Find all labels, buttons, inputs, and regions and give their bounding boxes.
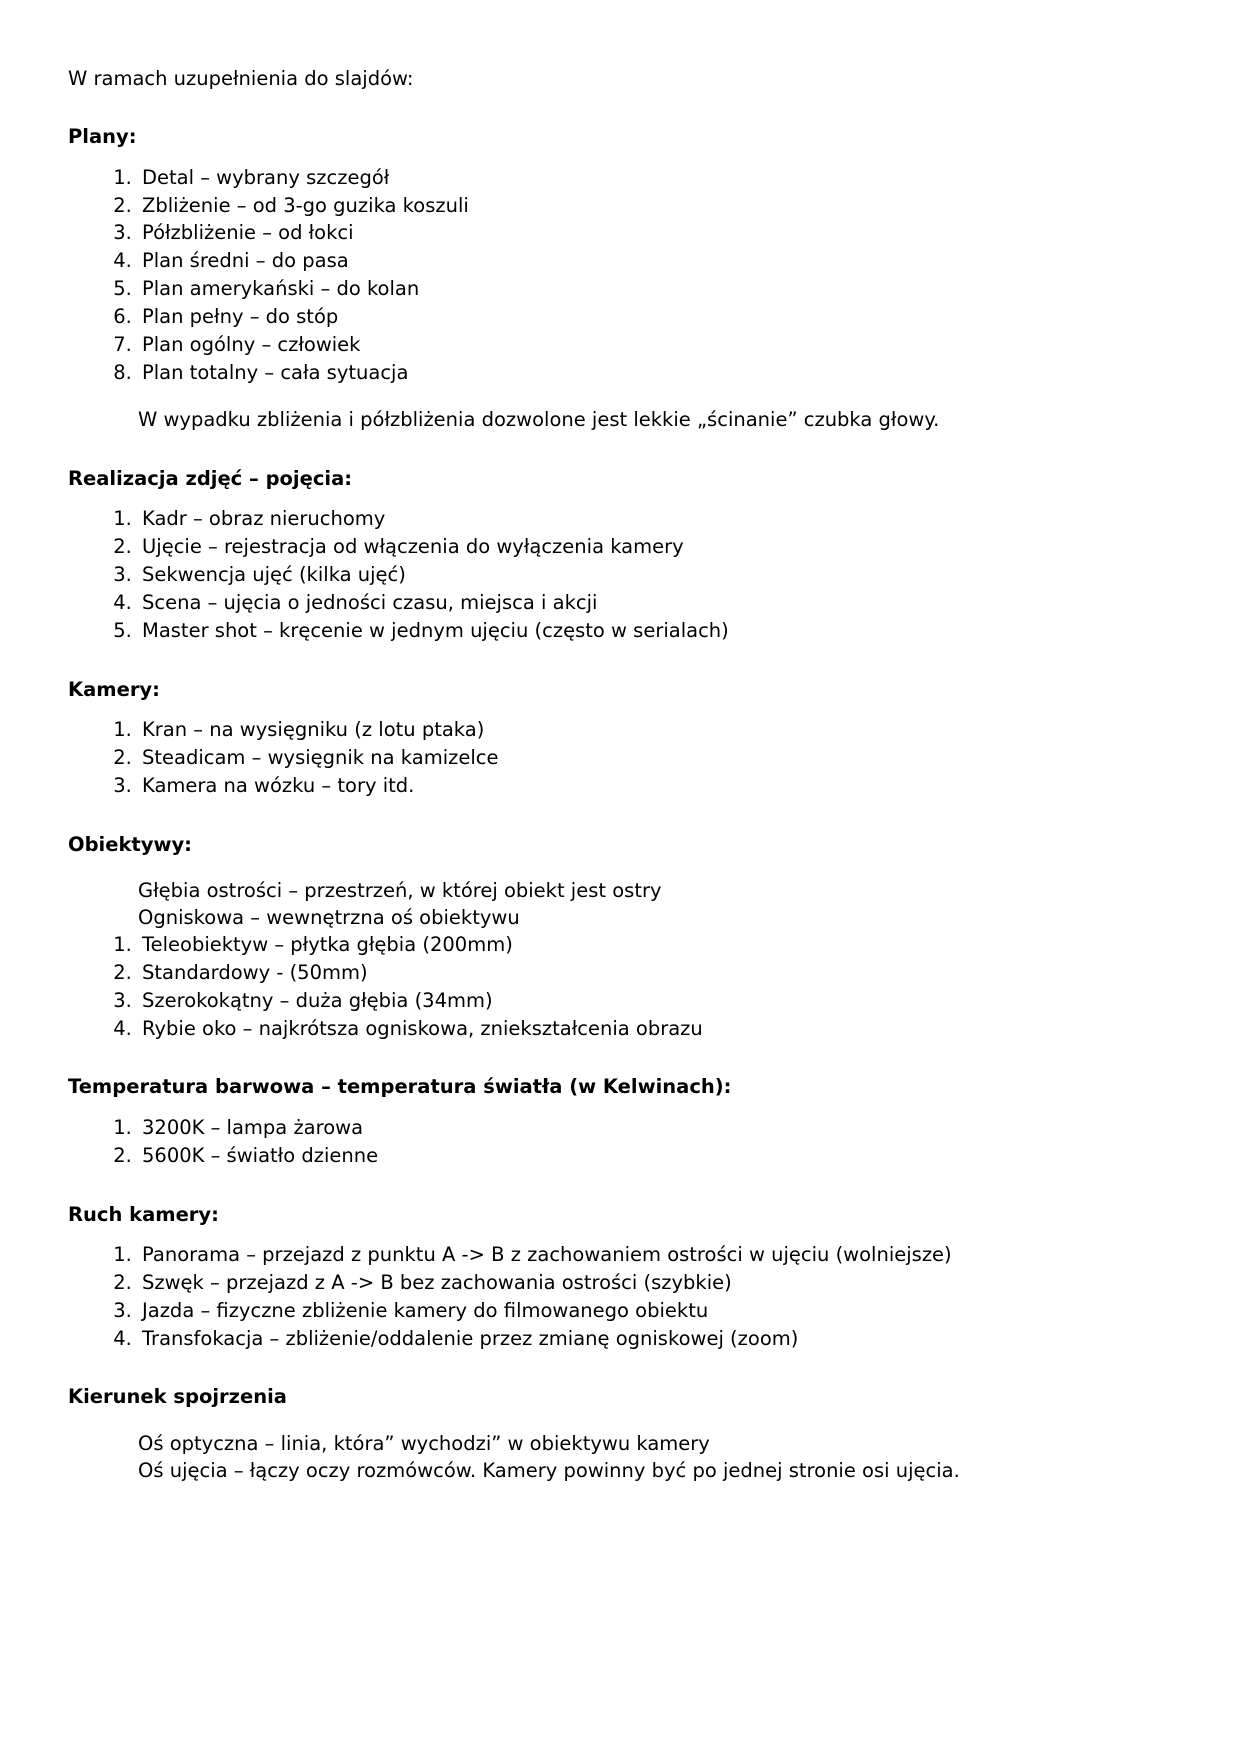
list-item: 1. Kran – na wysięgniku (z lotu ptaka): [138, 717, 1170, 744]
section-post-lines: [68, 1431, 1170, 1485]
list-item: 6. Plan pełny – do stóp: [138, 304, 1170, 331]
list-item: 4. Transfokacja – zbliżenie/oddalenie przez zmianę ogniskowej (zoom): [138, 1326, 1170, 1353]
list-item: 7. Plan ogólny – człowiek: [138, 332, 1170, 359]
section-kamery: [68, 677, 1170, 800]
list-item: 1. Detal – wybrany szczegół: [138, 165, 1170, 192]
list-item: 2. Steadicam – wysięgnik na kamizelce: [138, 745, 1170, 772]
list-ruch-kamery: [68, 1242, 1170, 1353]
section-kierunek-spojrzenia: [68, 1384, 1170, 1484]
list-plany: [68, 165, 1170, 387]
list-kamery: [68, 717, 1170, 800]
section-heading: Ruch kamery:: [68, 1202, 219, 1226]
section-ruch-kamery: [68, 1202, 1170, 1353]
section-pre-lines: [68, 878, 1170, 932]
pre-line: Głębia ostrości – przestrzeń, w której obiekt jest ostry: [138, 878, 662, 902]
section-heading: Kamery:: [68, 677, 160, 701]
list-item: 3. Szerokokątny – duża głębia (34mm): [138, 988, 1170, 1015]
section-heading: Obiektywy:: [68, 832, 192, 856]
list-item: 3. Półzbliżenie – od łokci: [138, 220, 1170, 247]
list-obiektywy: [68, 932, 1170, 1043]
list-realizacja-zdjec: [68, 506, 1170, 645]
list-item: 2. Szwęk – przejazd z A -> B bez zachowania ostrości (szybkie): [138, 1270, 1170, 1297]
list-item: 5. Plan amerykański – do kolan: [138, 276, 1170, 303]
section-heading: Plany:: [68, 125, 137, 149]
section-plany: [68, 124, 1170, 433]
section-heading: Kierunek spojrzenia: [68, 1385, 287, 1409]
list-item: 1. 3200K – lampa żarowa: [138, 1115, 1170, 1142]
list-item: 8. Plan totalny – cała sytuacja: [138, 360, 1170, 387]
list-item: 5. Master shot – kręcenie w jednym ujęciu (często w serialach): [138, 618, 1170, 645]
list-item: 1. Kadr – obraz nieruchomy: [138, 506, 1170, 533]
section-obiektywy: [68, 832, 1170, 1043]
list-item: 3. Kamera na wózku – tory itd.: [138, 773, 1170, 800]
list-item: 4. Plan średni – do pasa: [138, 248, 1170, 275]
list-item: 3. Sekwencja ujęć (kilka ujęć): [138, 562, 1170, 589]
list-item: 4. Scena – ujęcia o jedności czasu, miejsca i akcji: [138, 590, 1170, 617]
post-line: Oś ujęcia – łączy oczy rozmówców. Kamery powinny być po jednej stronie osi ujęcia.: [138, 1458, 960, 1482]
section-note: W wypadku zbliżenia i półzbliżenia dozwolone jest lekkie „ścinanie” czubka głowy.: [138, 407, 940, 431]
intro-paragraph: W ramach uzupełnienia do slajdów:: [68, 67, 414, 90]
section-temperatura-barwowa: [68, 1074, 1170, 1169]
list-item: 1. Teleobiektyw – płytka głębia (200mm): [138, 932, 1170, 959]
list-item: 2. Ujęcie – rejestracja od włączenia do wyłączenia kamery: [138, 534, 1170, 561]
list-item: 2. Standardowy - (50mm): [138, 960, 1170, 987]
post-line: Oś optyczna – linia, która” wychodzi” w obiektywu kamery: [138, 1431, 710, 1455]
list-item: 1. Panorama – przejazd z punktu A -> B z zachowaniem ostrości w ujęciu (wolniejsze): [138, 1242, 1170, 1269]
section-heading: Realizacja zdjęć – pojęcia:: [68, 466, 353, 490]
list-item: 2. 5600K – światło dzienne: [138, 1143, 1170, 1170]
section-heading: Temperatura barwowa – temperatura światła (w Kelwinach):: [68, 1075, 732, 1099]
section-realizacja-zdjec: [68, 466, 1170, 645]
list-item: 2. Zbliżenie – od 3-go guzika koszuli: [138, 193, 1170, 220]
list-temperatura-barwowa: [68, 1115, 1170, 1170]
list-item: 3. Jazda – fizyczne zbliżenie kamery do filmowanego obiektu: [138, 1298, 1170, 1325]
list-item: 4. Rybie oko – najkrótsza ogniskowa, zniekształcenia obrazu: [138, 1016, 1170, 1043]
pre-line: Ogniskowa – wewnętrzna oś obiektywu: [138, 905, 520, 929]
